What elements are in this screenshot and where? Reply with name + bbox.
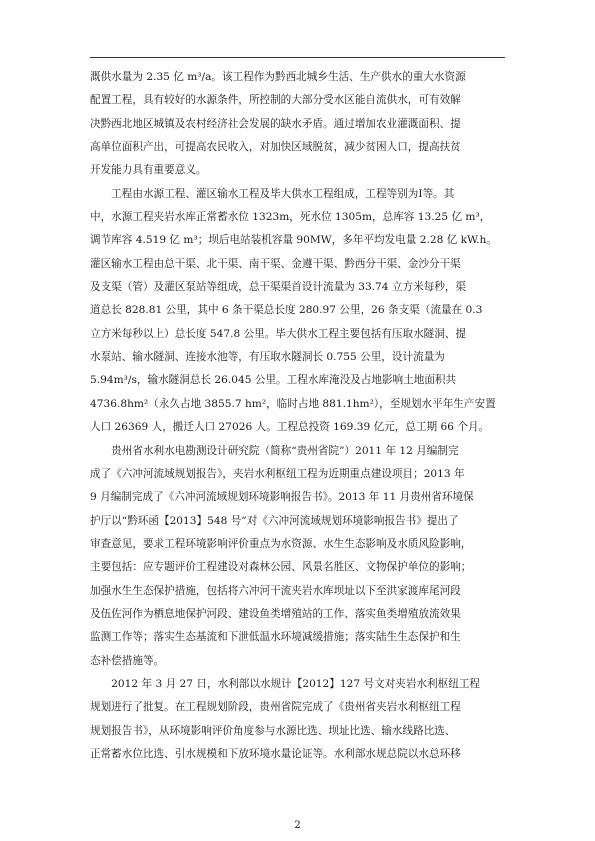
text-line: 灌区输水工程由总干渠、北干渠、南干渠、金遵干渠、黔西分干渠、金沙分干渠 [90, 257, 461, 270]
text-line: 规划报告书》，从环境影响评价角度参与水源比选、坝址比选、输水线路比选、 [90, 724, 456, 737]
paragraph-4 [90, 673, 506, 766]
text-line: 监测工作等；落实生态基流和下泄低温水环境减缓措施；落实陆生生态保护和生 [90, 631, 461, 644]
text-line: 贵州省水利水电勘测设计研究院（简称“贵州省院”）2011 年 12 月编制完 [90, 444, 459, 457]
text-line: 加强水生生态保护措施，包括将六冲河干流夹岩水库坝址以下至洪家渡库尾河段 [90, 584, 461, 597]
text-line: 人口 26369 人，搬迁人口 27026 人。工程总投资 169.39 亿元，总工期 66 个月。 [90, 421, 490, 434]
text-line: 工程由水源工程、灌区输水工程及毕大供水工程组成，工程等别为Ⅰ等。其 [90, 187, 455, 200]
paragraph-3 [90, 440, 506, 673]
text-line: 正常蓄水位比选、引水规模和下放环境水量论证等。水利部水规总院以水总环移 [90, 747, 461, 760]
text-line: 9 月编制完成了《六冲河流域规划环境影响报告书》。2013 年 11 月贵州省环境保 [90, 491, 474, 504]
paragraph-1 [90, 66, 506, 183]
text-line: 配置工程，具有较好的水源条件，所控制的大部分受水区能自流供水，可有效解 [90, 94, 461, 107]
text-line: 开发能力具有重要意义。 [90, 164, 207, 177]
paragraph-2 [90, 183, 506, 440]
text-line: 溉供水量为 2.35 亿 m³/a。该工程作为黔西北城乡生活、生产供水的重大水资源 [90, 71, 466, 83]
text-line: 态补偿措施等。 [90, 654, 165, 667]
text-line: 2012 年 3 月 27 日，水利部以水规计【2012】127 号文对夹岩水利枢纽工程 [90, 677, 481, 690]
document-body [90, 66, 506, 766]
text-line: 成了《六冲河流域规划报告》，夹岩水利枢纽工程为近期重点建设项目；2013 年 [90, 467, 465, 480]
text-line: 调节库容 4.519 亿 m³；坝后电站装机容量 90MW，多年平均发电量 2.28 亿 kW.h。 [90, 234, 497, 247]
header-rule [90, 57, 505, 58]
text-line: 主要包括：应专题评价工程建设对森林公园、风景名胜区、文物保护单位的影响； [90, 561, 472, 574]
text-line: 立方米每秒以上）总长度 547.8 公里。毕大供水工程主要包括有压取水隧洞、提 [90, 327, 467, 340]
text-line: 道总长 828.81 公里，其中 6 条干渠总长度 280.97 公里，26 条支渠（流量在 0.3 [90, 304, 483, 317]
text-line: 中，水源工程夹岩水库正常蓄水位 1323m，死水位 1305m，总库容 13.25 亿 m³， [90, 211, 491, 224]
page-number: 2 [294, 820, 301, 831]
text-line: 审查意见，要求工程环境影响评价重点为水资源、水生生态影响及水质风险影响， [90, 537, 472, 550]
text-line: 护厅以“黔环函【2013】548 号”对《六冲河流域规划环境影响报告书》提出了 [90, 514, 459, 527]
text-line: 及支渠（管）及灌区泵站等组成，总干渠渠首设计流量为 33.74 立方米每秒，渠 [90, 281, 467, 294]
text-line: 及伍佐河作为栖息地保护河段、建设鱼类增殖站的工作、落实鱼类增殖放流效果 [90, 607, 461, 620]
text-line: 规划进行了批复。在工程规划阶段，贵州省院完成了《贵州省夹岩水利枢纽工程 [90, 701, 461, 714]
text-line: 5.94m³/s，输水隧洞总长 26.045 公里。工程水库淹没及占地影响土地面积共 [90, 374, 457, 387]
text-line: 水泵站、输水隧洞、连接水池等，有压取水隧洞长 0.755 公里，设计流量为 [90, 351, 445, 364]
text-line: 决黔西北地区城镇及农村经济社会发展的缺水矛盾。通过增加农业灌溉面积、提 [90, 117, 461, 130]
text-line: 高单位面积产出，可提高农民收入，对加快区域脱贫，减少贫困人口，提高扶贫 [90, 141, 461, 154]
text-line: 4736.8hm²（永久占地 3855.7 hm²，临时占地 881.1hm²），至规划水平年生产安置 [90, 397, 496, 410]
